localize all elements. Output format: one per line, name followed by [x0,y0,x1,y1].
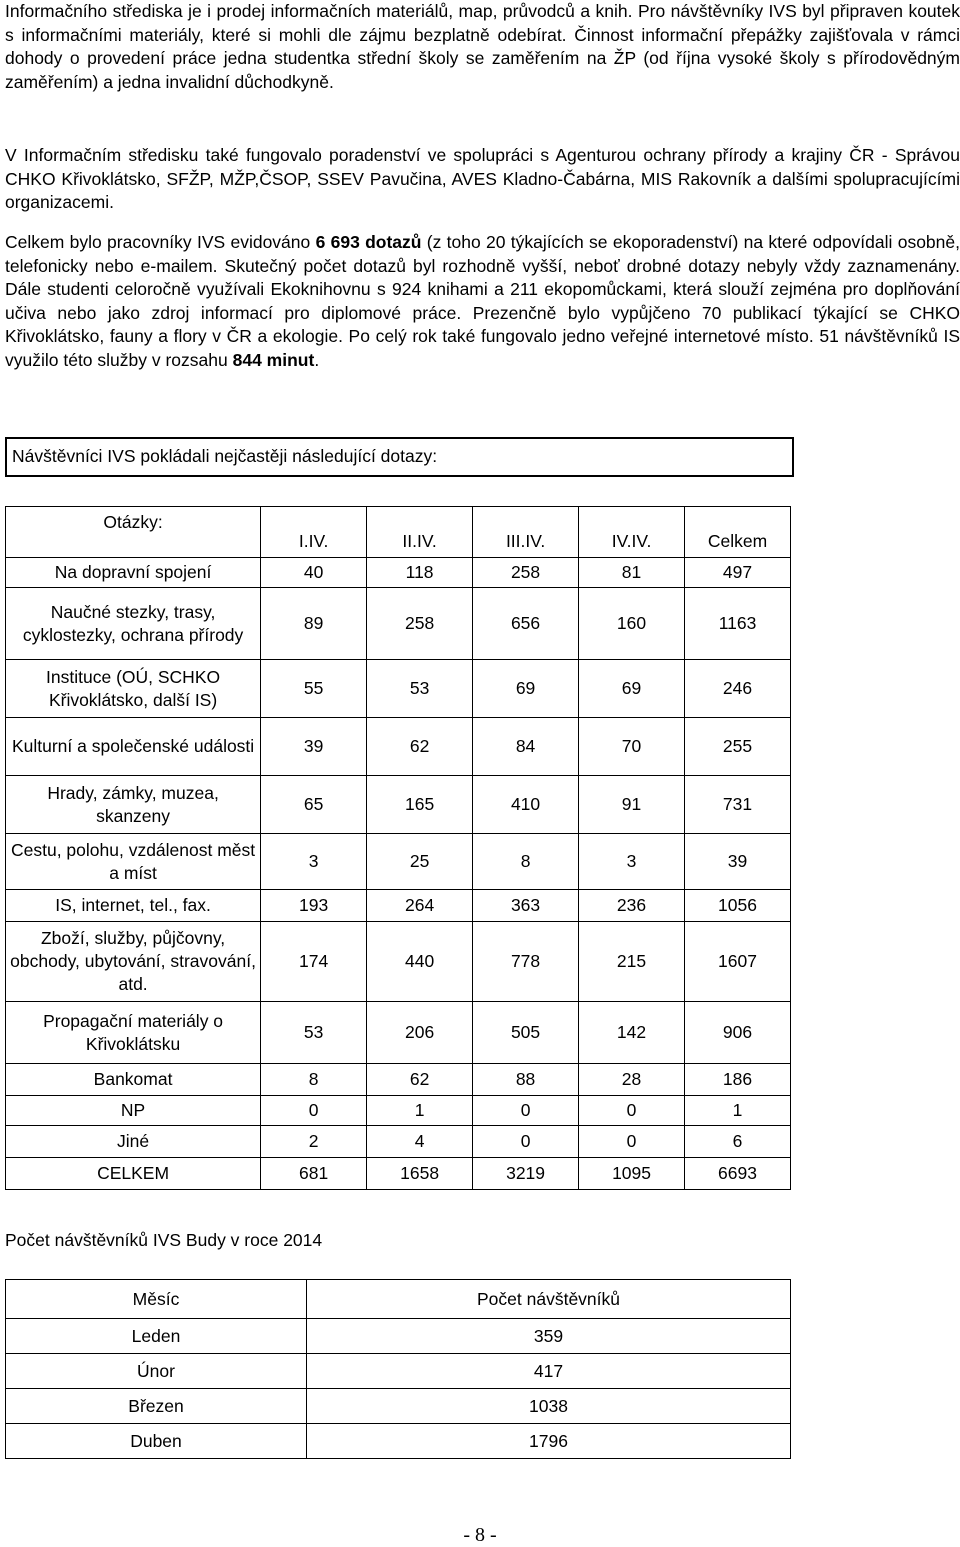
count-cell: 40 [261,558,367,588]
count-cell: 4 [367,1126,473,1158]
count-cell: 84 [473,718,579,776]
question-cell: IS, internet, tel., fax. [6,890,261,922]
month-cell: Únor [6,1354,307,1389]
question-cell: Hrady, zámky, muzea, skanzeny [6,776,261,834]
count-cell: 89 [261,588,367,660]
count-cell: 39 [685,834,791,890]
table-row [6,922,791,1002]
count-cell: 0 [579,1096,685,1126]
count-cell: 91 [579,776,685,834]
column-header-questions: Otázky: [6,507,261,558]
column-header-period: I.IV. [261,507,367,558]
count-cell: 28 [579,1064,685,1096]
paragraph-counseling: V Informačním středisku také fungovalo poradenství ve spolupráci s Agenturou ochrany přírody a krajiny ČR - Správou CHKO Křivoklátsko, SFŽP, MŽP,ČSOP, SSEV Pavučina, AVES Kladno-Čabárna, MIS Rakovník a dalšími spolupracujícími organizacemi. [5,145,960,212]
table-row [6,890,791,922]
count-cell: 55 [261,660,367,718]
column-header-period: IV.IV. [579,507,685,558]
table-row [6,1389,791,1424]
month-cell: Leden [6,1319,307,1354]
visitors-section-title: Počet návštěvníků IVS Budy v roce 2014 [5,1230,323,1250]
queries-heading-box: Návštěvníci IVS pokládali nejčastěji následující dotazy: [5,437,794,477]
question-cell: NP [6,1096,261,1126]
count-cell: 186 [685,1064,791,1096]
count-cell: 0 [579,1126,685,1158]
table-row [6,1126,791,1158]
questions-table-body [6,558,791,1190]
count-cell: 206 [367,1002,473,1064]
count-cell: 1163 [685,588,791,660]
count-cell: 69 [579,660,685,718]
count-cell: 656 [473,588,579,660]
count-cell: 165 [367,776,473,834]
count-cell: 363 [473,890,579,922]
count-cell: 53 [367,660,473,718]
table-row [6,1064,791,1096]
paragraph-statistics-text: . [314,349,320,370]
table-row [6,834,791,890]
questions-table [5,506,791,1190]
total-queries-highlight: 6 693 dotazů [315,232,422,252]
table-row [6,1354,791,1389]
count-cell: 2 [261,1126,367,1158]
count-cell: 264 [367,890,473,922]
column-header-total: Celkem [685,507,791,558]
table-row [6,1319,791,1354]
count-cell: 142 [579,1002,685,1064]
table-row [6,776,791,834]
count-cell: 731 [685,776,791,834]
table-row [6,660,791,718]
count-cell: 3 [261,834,367,890]
count-cell: 505 [473,1002,579,1064]
count-cell: 497 [685,558,791,588]
count-cell: 906 [685,1002,791,1064]
count-cell: 118 [367,558,473,588]
count-cell: 160 [579,588,685,660]
count-cell: 1056 [685,890,791,922]
count-cell: 1 [367,1096,473,1126]
count-cell: 81 [579,558,685,588]
column-header-month: Měsíc [6,1280,307,1319]
table-row [6,588,791,660]
questions-table-header-row [6,507,791,558]
visitor-count-cell: 359 [307,1319,791,1354]
table-row [6,1096,791,1126]
question-cell: Jiné [6,1126,261,1158]
count-cell: 6693 [685,1158,791,1190]
count-cell: 53 [261,1002,367,1064]
count-cell: 25 [367,834,473,890]
count-cell: 258 [367,588,473,660]
question-cell: Kulturní a společenské události [6,718,261,776]
question-cell: CELKEM [6,1158,261,1190]
count-cell: 88 [473,1064,579,1096]
count-cell: 174 [261,922,367,1002]
count-cell: 246 [685,660,791,718]
column-header-period: III.IV. [473,507,579,558]
table-row [6,718,791,776]
count-cell: 410 [473,776,579,834]
count-cell: 440 [367,922,473,1002]
question-cell: Bankomat [6,1064,261,1096]
count-cell: 255 [685,718,791,776]
count-cell: 681 [261,1158,367,1190]
count-cell: 236 [579,890,685,922]
column-header-period: II.IV. [367,507,473,558]
count-cell: 70 [579,718,685,776]
month-cell: Březen [6,1389,307,1424]
count-cell: 1607 [685,922,791,1002]
paragraph-statistics-text: (z toho 20 týkajících se ekoporadenství) na které odpovídali osobně, telefonicky nebo e-mailem. Skutečný počet dotazů byl rozhodně vyšší, neboť drobné dotazy nebyly vždy zaznamenány. Dále studenti celoročně využívali Ekoknihovnu s 924 knihami a 211 ekopomůckami, která slouží zejména pro doplňování učiva nebo jako zdroj informací pro diplomové práce. Prezenčně bylo vypůjčeno 70 publikací týkající se CHKO Křivoklátsko, fauny a flory v ČR a ekologie. Po celý rok také fungovalo jedno veřejné internetové místo. 51 návštěvníků IS využilo této služby v rozsahu [5,232,960,370]
count-cell: 65 [261,776,367,834]
paragraph-statistics-text: Celkem bylo pracovníky IVS evidováno [5,232,316,252]
count-cell: 39 [261,718,367,776]
month-cell: Duben [6,1424,307,1459]
question-cell: Naučné stezky, trasy, cyklostezky, ochrana přírody [6,588,261,660]
visitor-count-cell: 1796 [307,1424,791,1459]
visitor-count-cell: 417 [307,1354,791,1389]
count-cell: 8 [261,1064,367,1096]
paragraph-info-center: Informačního střediska je i prodej informačních materiálů, map, průvodců a knih. Pro návštěvníky IVS byl připraven koutek s informačními materiály, které si mohli dle zájmu bezplatně odebírat. Činnost informační přepážky zajišťovala v rámci dohody o provedení práce jedna studentka střední školy se zaměřením na ŽP (od října vysoké školy s přírodovědným zaměřením) a jedna invalidní důchodkyně. [5,1,960,92]
table-row [6,558,791,588]
question-cell: Na dopravní spojení [6,558,261,588]
count-cell: 3 [579,834,685,890]
count-cell: 0 [473,1096,579,1126]
question-cell: Instituce (OÚ, SCHKO Křivoklátsko, další IS) [6,660,261,718]
count-cell: 215 [579,922,685,1002]
count-cell: 1 [685,1096,791,1126]
count-cell: 0 [473,1126,579,1158]
count-cell: 1658 [367,1158,473,1190]
question-cell: Cestu, polohu, vzdálenost měst a míst [6,834,261,890]
internet-minutes-highlight: 844 minut [232,349,315,370]
column-header-visitor-count: Počet návštěvníků [307,1280,791,1319]
visitors-table [5,1279,791,1459]
paragraph-statistics [5,231,960,372]
count-cell: 62 [367,718,473,776]
count-cell: 69 [473,660,579,718]
count-cell: 1095 [579,1158,685,1190]
count-cell: 778 [473,922,579,1002]
question-cell: Propagační materiály o Křivoklátsku [6,1002,261,1064]
count-cell: 193 [261,890,367,922]
count-cell: 8 [473,834,579,890]
question-cell: Zboží, služby, půjčovny, obchody, ubytování, stravování, atd. [6,922,261,1002]
visitors-table-body [6,1319,791,1459]
count-cell: 3219 [473,1158,579,1190]
count-cell: 6 [685,1126,791,1158]
table-row [6,1002,791,1064]
count-cell: 62 [367,1064,473,1096]
table-row [6,1424,791,1459]
count-cell: 258 [473,558,579,588]
count-cell: 0 [261,1096,367,1126]
page-number: - 8 - [463,1524,497,1546]
visitors-table-header-row [6,1280,791,1319]
visitor-count-cell: 1038 [307,1389,791,1424]
table-row [6,1158,791,1190]
